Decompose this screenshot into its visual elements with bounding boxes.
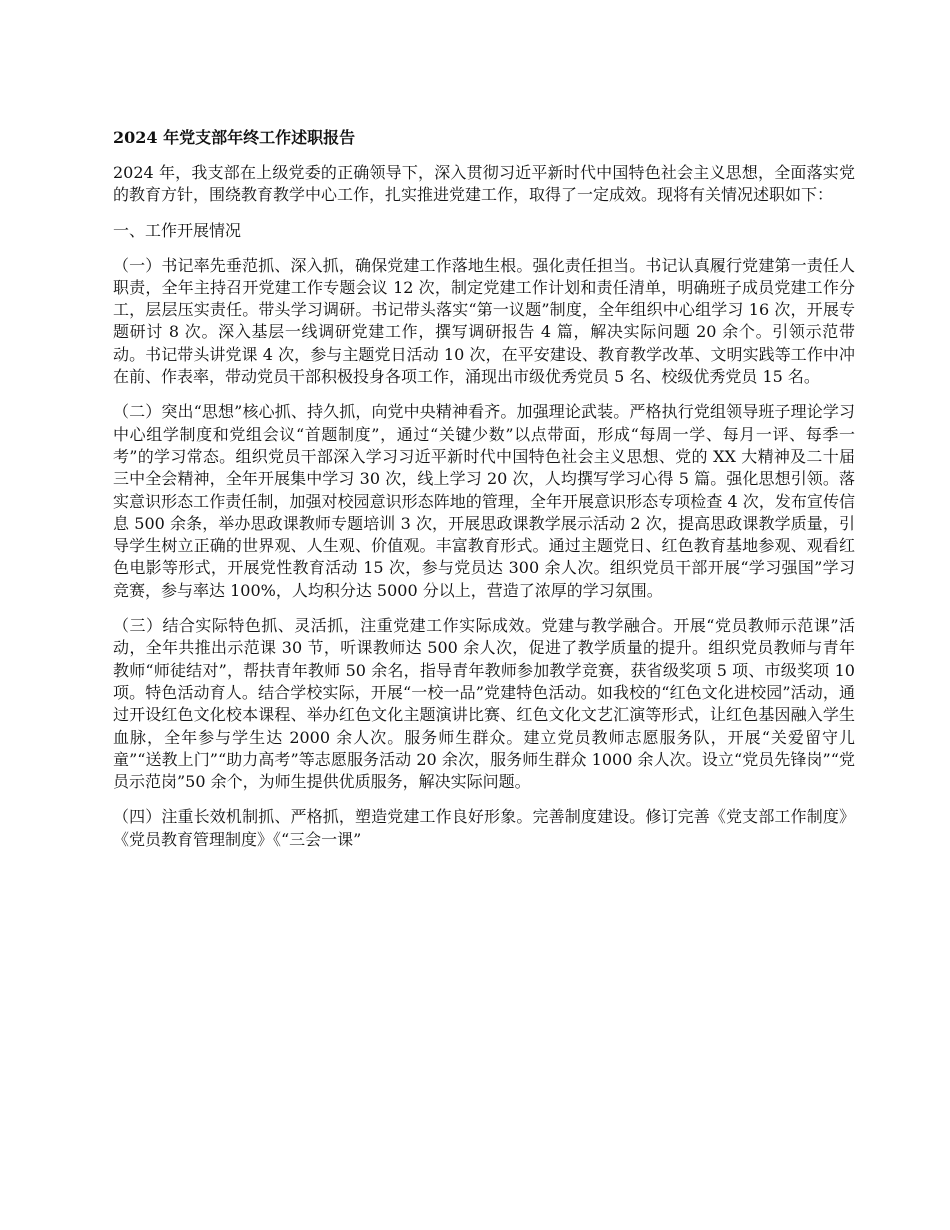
paragraph-3: （三）结合实际特色抓、灵活抓，注重党建工作实际成效。党建与教学融合。开展“党员教师示范课”活动，全年共推出示范课 30 节，听课教师达 500 余人次，促进了教学质量的提升。组织党员教师与青年教师“师徒结对”，帮扶青年教师 50 余名，指导青年教师参加教学竞赛，获省级奖项 5 项、市级奖项 10 项。特色活动育人。结合学校实际，开展“一校一品”党建特色活动。如我校的“红色文化进校园”活动，通过开设红色文化校本课程、举办红色文化主题演讲比赛、红色文化文艺汇演等形式，让红色基因融入学生血脉，全年参与学生达 2000 余人次。服务师生群众。建立党员教师志愿服务队，开展“关爱留守儿童”“送教上门”“助力高考”等志愿服务活动 20 余次，服务师生群众 1000 余人次。设立“党员先锋岗”“党员示范岗”50 余个，为师生提供优质服务，解决实际问题。 [113,616,855,792]
document-title: 2024 年党支部年终工作述职报告 [113,128,356,147]
paragraph-2: （二）突出“思想”核心抓、持久抓，向党中央精神看齐。加强理论武装。严格执行党组领导班子理论学习中心组学制度和党组会议“首题制度”，通过“关键少数”以点带面，形成“每周一学、每月一评、每季一考”的学习常态。组织党员干部深入学习习近平新时代中国特色社会主义思想、党的 XX 大精神及二十届三中全会精神，全年开展集中学习 30 次，线上学习 20 次，人均撰写学习心得 5 篇。强化思想引领。落实意识形态工作责任制，加强对校园意识形态阵地的管理，全年开展意识形态专项检查 4 次，发布宣传信息 500 余条，举办思政课教师专题培训 3 次，开展思政课教学展示活动 2 次，提高思政课教学质量，引导学生树立正确的世界观、人生观、价值观。丰富教育形式。通过主题党日、红色教育基地参观、观看红色电影等形式，开展党性教育活动 15 次，参与党员达 300 余人次。组织党员干部开展“学习强国”学习竞赛，参与率达 100%，人均积分达 5000 分以上，营造了浓厚的学习氛围。 [113,402,855,600]
document-page [113,127,855,864]
intro-paragraph: 2024 年，我支部在上级党委的正确领导下，深入贯彻习近平新时代中国特色社会主义思想，全面落实党的教育方针，围绕教育教学中心工作，扎实推进党建工作，取得了一定成效。现将有关情况述职如下： [113,163,855,205]
paragraph-1: （一）书记率先垂范抓、深入抓，确保党建工作落地生根。强化责任担当。书记认真履行党建第一责任人职责，全年主持召开党建工作专题会议 12 次，制定党建工作计划和责任清单，明确班子成员党建工作分工，层层压实责任。带头学习调研。书记带头落实“第一议题”制度，全年组织中心组学习 16 次，开展专题研讨 8 次。深入基层一线调研党建工作，撰写调研报告 4 篇，解决实际问题 20 余个。引领示范带动。书记带头讲党课 4 次，参与主题党日活动 10 次，在平安建设、教育教学改革、文明实践等工作中冲在前、作表率，带动党员干部积极投身各项工作，涌现出市级优秀党员 5 名、校级优秀党员 15 名。 [113,255,855,387]
paragraph-4: （四）注重长效机制抓、严格抓，塑造党建工作良好形象。完善制度建设。修订完善《党支部工作制度》《党员教育管理制度》《“三会一课” [113,807,855,849]
section-heading: 一、工作开展情况 [113,220,242,240]
